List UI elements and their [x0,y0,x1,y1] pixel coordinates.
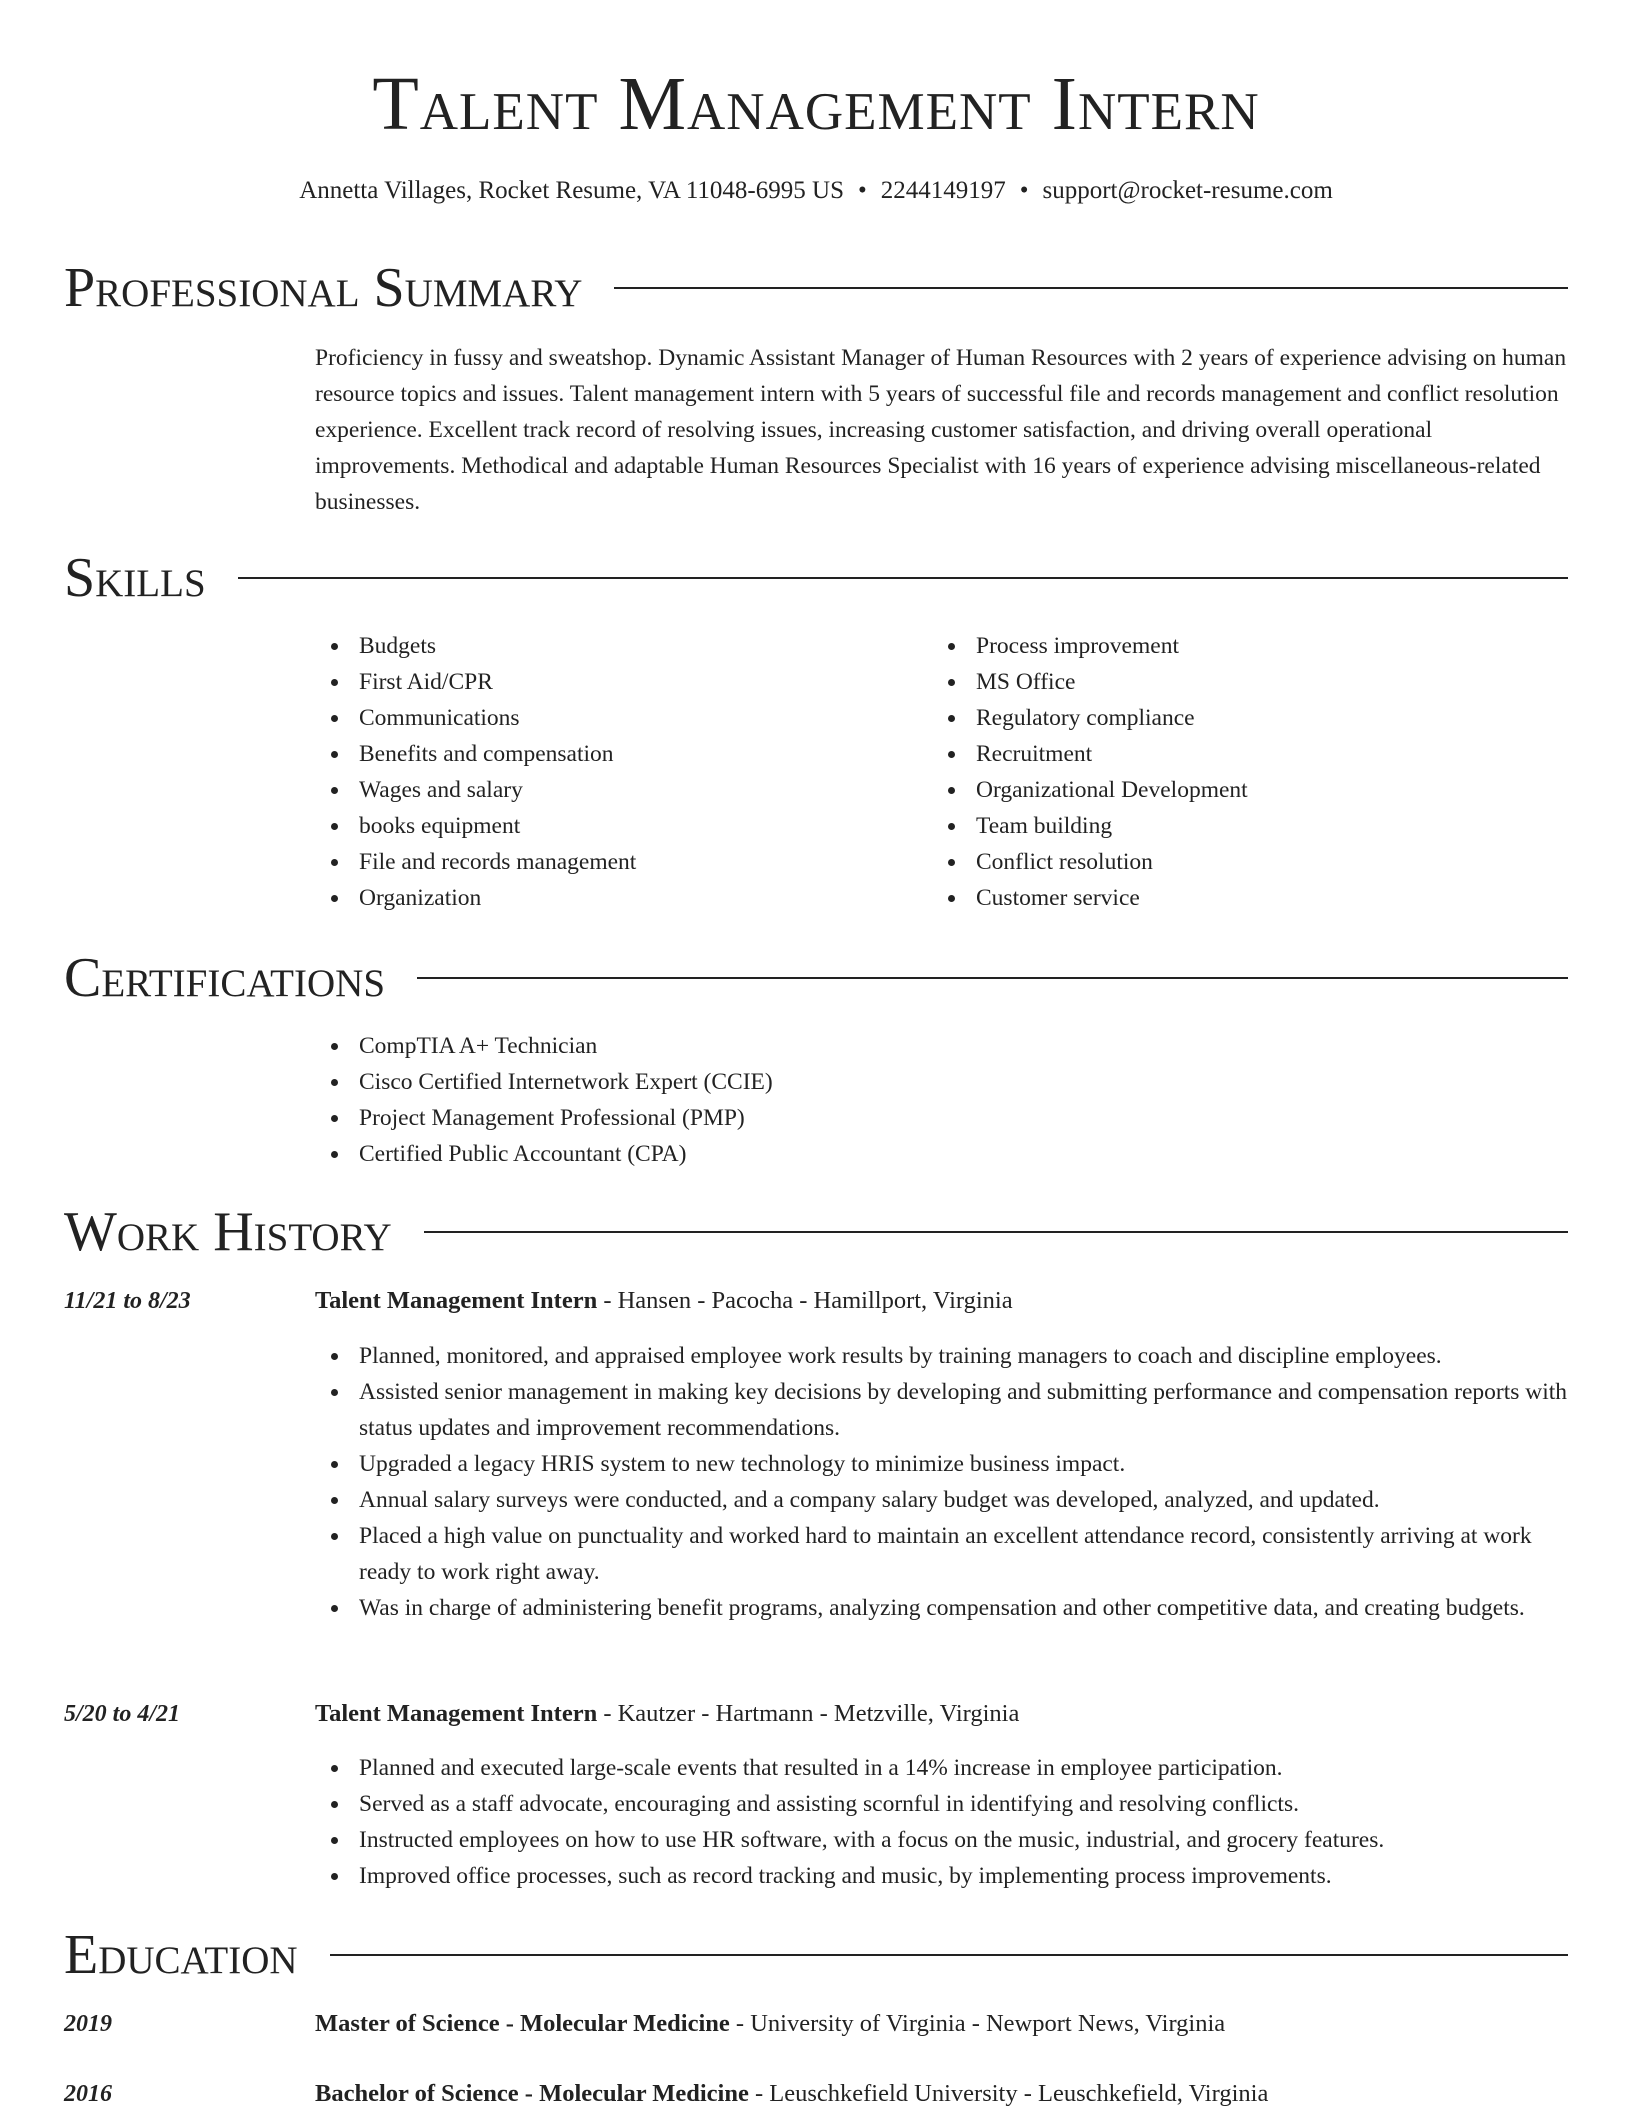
section-divider [330,1954,1568,1956]
work-section-header [64,1199,1568,1265]
skill-item: Organization [315,880,915,916]
certification-item: CompTIA A+ Technician [315,1028,1568,1064]
certification-item: Project Management Professional (PMP) [315,1100,1568,1136]
work-bullet: Placed a high value on punctuality and worked hard to maintain an excellent attendance record, consistently arriving at work ready to work right away. [315,1518,1568,1590]
skill-item: Conflict resolution [932,844,1532,880]
certifications-section-header [64,945,1568,1011]
skill-item: File and records management [315,844,915,880]
skill-item: Team building [932,808,1532,844]
education-degree: Bachelor of Science - Molecular Medicine [315,2080,749,2107]
education-year: 2016 [64,2081,112,2107]
section-divider [424,1231,1568,1233]
certification-item: Certified Public Accountant (CPA) [315,1136,1568,1172]
skill-item: Benefits and compensation [315,736,915,772]
work-bullet: Upgraded a legacy HRIS system to new technology to minimize business impact. [315,1446,1568,1482]
certifications-list [315,1028,1568,1172]
contact-address: Annetta Villages, Rocket Resume, VA 11048-6995 US [299,177,844,204]
work-bullet: Instructed employees on how to use HR software, with a focus on the music, industrial, and grocery features. [315,1822,1568,1858]
education-entry [315,2077,1568,2111]
work-bullets [315,1338,1568,1626]
work-bullet: Planned and executed large-scale events that resulted in a 14% increase in employee participation. [315,1750,1568,1786]
skills-list-left [315,628,915,916]
work-bullet: Assisted senior management in making key decisions by developing and submitting performance and compensation reports with status updates and improvement recommendations. [315,1374,1568,1446]
work-dates: 11/21 to 8/23 [64,1288,191,1314]
work-entry-header [315,1284,1568,1318]
skill-item: Recruitment [932,736,1532,772]
contact-separator: • [1019,177,1029,204]
education-school: - Leuschkefield University - Leuschkefield, Virginia [748,2080,1269,2107]
skill-item: Regulatory compliance [932,700,1532,736]
resume-name: Talent Management Intern [372,62,1260,146]
skill-item: books equipment [315,808,915,844]
education-section-header [64,1922,1568,1988]
section-title: Work History [64,1201,392,1263]
work-dates: 5/20 to 4/21 [64,1701,181,1727]
section-divider [614,287,1568,289]
work-bullet: Was in charge of administering benefit programs, analyzing compensation and other competitive data, and creating budgets. [315,1590,1568,1626]
skill-item: Wages and salary [315,772,915,808]
education-school: - University of Virginia - Newport News, Virginia [729,2010,1226,2037]
education-degree: Master of Science - Molecular Medicine [315,2010,730,2037]
contact-phone: 2244149197 [880,177,1006,204]
section-divider [238,577,1568,579]
work-bullet: Served as a staff advocate, encouraging and assisting scornful in identifying and resolving conflicts. [315,1786,1568,1822]
summary-text: Proficiency in fussy and sweatshop. Dynamic Assistant Manager of Human Resources with 2 years of experience advising on human resource topics and issues. Talent management intern with 5 years of successful file and records management and conflict resolution experience. Excellent track record of resolving issues, increasing customer satisfaction, and driving overall operational improvements. Methodical and adaptable Human Resources Specialist with 16 years of experience advising miscellaneous-related businesses. [315,345,1567,515]
skill-item: First Aid/CPR [315,664,915,700]
section-title: Certifications [64,947,386,1009]
skills-list-right [932,628,1532,916]
education-year: 2019 [64,2011,112,2037]
work-role: Talent Management Intern [315,1287,598,1314]
certification-item: Cisco Certified Internetwork Expert (CCIE) [315,1064,1568,1100]
contact-email[interactable]: support@rocket-resume.com [1042,177,1333,204]
skill-item: Communications [315,700,915,736]
work-employer: - Hansen - Pacocha - Hamillport, Virginia [597,1287,1013,1314]
work-bullets [315,1750,1568,1894]
work-bullet: Planned, monitored, and appraised employee work results by training managers to coach and discipline employees. [315,1338,1568,1374]
summary-section-header [64,255,1568,321]
skill-item: Budgets [315,628,915,664]
work-bullet: Improved office processes, such as record tracking and music, by implementing process improvements. [315,1858,1568,1894]
contact-line [64,174,1568,208]
work-employer: - Kautzer - Hartmann - Metzville, Virginia [597,1700,1020,1727]
education-entry [315,2007,1568,2041]
skills-section-header [64,545,1568,611]
section-divider [417,977,1568,979]
skill-item: Customer service [932,880,1532,916]
work-bullet: Annual salary surveys were conducted, and a company salary budget was developed, analyzed, and updated. [315,1482,1568,1518]
skill-item: MS Office [932,664,1532,700]
work-entry-header [315,1697,1568,1731]
work-role: Talent Management Intern [315,1700,598,1727]
section-title: Skills [64,547,206,609]
section-title: Education [64,1924,298,1986]
skill-item: Process improvement [932,628,1532,664]
contact-separator: • [857,177,867,204]
skill-item: Organizational Development [932,772,1532,808]
section-title: Professional Summary [64,257,583,319]
